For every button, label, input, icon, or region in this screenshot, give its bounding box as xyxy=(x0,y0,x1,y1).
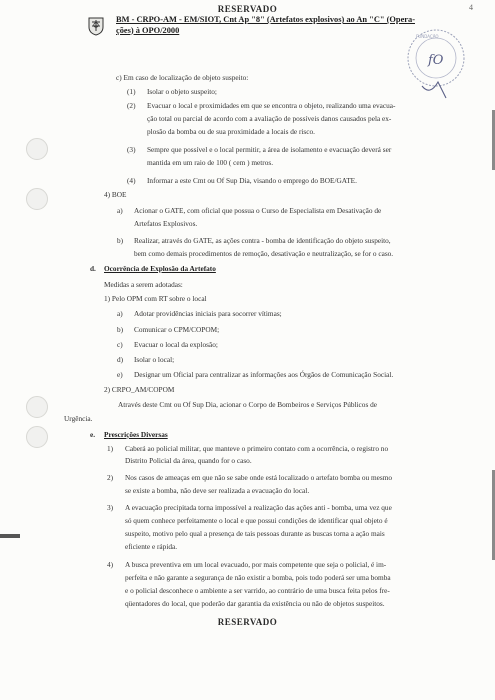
paragraph-text: Através deste Cmt ou Of Sup Dia, acionar o Corpo de Bombeiros e Serviços Públicos de xyxy=(118,400,377,409)
item-number: 3) xyxy=(107,503,114,512)
item-text: Caberá ao policial militar, que manteve o primeiro contato com a ocorrência, o registro no xyxy=(125,444,389,453)
item-text: suspeito, motivo pelo qual a presença de tais pessoas durante as buscas torna a ação mais xyxy=(125,529,385,538)
item-number: (1) xyxy=(127,87,136,96)
svg-text:fO: fO xyxy=(428,53,444,68)
item-text: bem como demais procedimentos de remoção, desativação e neutralização, se for o caso. xyxy=(134,249,394,258)
item-text: Realizar, através do GATE, as ações contra - bomba de identificação do objeto suspeito, xyxy=(134,236,391,245)
item-number: e) xyxy=(117,370,123,379)
item-number: (4) xyxy=(127,176,136,185)
page-number: 4 xyxy=(469,3,473,12)
item-number: c) xyxy=(117,340,123,349)
item-text: Nos casos de ameaças em que não se sabe onde está localizado o artefato bomba ou mesmo xyxy=(125,473,393,482)
item-text: Acionar o GATE, com oficial que possua o Curso de Especialista em Desativação de xyxy=(134,206,382,215)
crest-icon xyxy=(88,16,104,36)
stamp-seal xyxy=(394,26,472,100)
item-text: plosão da bomba ou de sua proximidade a locais de risco. xyxy=(147,127,315,136)
item-text: Isolar o objeto suspeito; xyxy=(147,87,217,96)
item-number: 2) xyxy=(107,473,114,482)
section-c-intro: c) Em caso de localização de objeto suspeito: xyxy=(116,73,249,82)
classification-header: RESERVADO xyxy=(217,4,278,14)
item-number: a) xyxy=(117,206,123,215)
section-e-title: Prescrições Diversas xyxy=(104,430,168,439)
section-d-title: Ocorrência de Explosão da Artefato xyxy=(104,264,216,273)
item-text: se existe a bomba, não deve ser realizada a evacuação do local. xyxy=(125,486,310,495)
item-text: Evacuar o local da explosão; xyxy=(134,340,218,349)
classification-footer: RESERVADO xyxy=(217,617,278,627)
item-number: 1) xyxy=(107,444,114,453)
section-e-letter: e. xyxy=(90,430,96,439)
paragraph-text: Urgência. xyxy=(64,414,93,423)
scan-mark xyxy=(0,534,20,538)
item-number: b) xyxy=(117,236,124,245)
punch-hole xyxy=(26,188,48,210)
item-text: Designar um Oficial para centralizar as informações aos Órgãos de Comunicação Social. xyxy=(134,370,394,379)
item-text: Comunicar o CPM/COPOM; xyxy=(134,325,220,334)
title-line: BM - CRPO-AM - EM/SIOT, Cnt Ap "8" (Artefatos explosivos) ao An "C" (Opera- xyxy=(116,15,415,24)
punch-hole xyxy=(26,396,48,418)
item-text: eficiente e rápida. xyxy=(125,542,178,551)
boe-heading: 4) BOE xyxy=(104,190,127,199)
section-d-letter: d. xyxy=(90,264,96,273)
item-text: ção total ou parcial de acordo com a avaliação de possíveis danos causados pela ex- xyxy=(147,114,392,123)
subsection-heading: 2) CRPO_AM/COPOM xyxy=(104,385,175,394)
title-line: ções) à OPO/2000 xyxy=(116,25,180,35)
item-number: (2) xyxy=(127,101,136,110)
item-text: Distrito Policial da área, quando for o caso. xyxy=(125,456,252,465)
item-text: mantida em um raio de 100 ( cem ) metros. xyxy=(147,158,274,167)
item-text: perfeita e não garante a segurança de não existir a bomba, pois todo poderá ser uma bomba xyxy=(125,573,391,582)
item-text: qüentadores do local, que poderão dar garantia da existência ou não de objetos suspeitos. xyxy=(125,599,385,608)
item-text: só quem conhece perfeitamente o local e que possui condições de identificar qual objeto é xyxy=(125,516,388,525)
punch-hole xyxy=(26,138,48,160)
item-text: Isolar o local; xyxy=(134,355,175,364)
item-number: d) xyxy=(117,355,124,364)
section-d-subtitle: Medidas a serem adotadas: xyxy=(104,280,183,289)
subsection-heading: 1) Pelo OPM com RT sobre o local xyxy=(104,294,207,303)
item-text: A evacuação precipitada torna impossível a realização das ações anti - bomba, uma vez que xyxy=(125,503,392,512)
item-number: (3) xyxy=(127,145,136,154)
item-number: a) xyxy=(117,309,123,318)
item-text: Adotar providências iniciais para socorrer vítimas; xyxy=(134,309,282,318)
item-text: e o policial desconhece o ambiente a ser varrido, ao contrário de uma busca feita pelos fre- xyxy=(125,586,390,595)
item-number: 4) xyxy=(107,560,114,569)
item-number: b) xyxy=(117,325,124,334)
item-text: Sempre que possível e o local permitir, a área de isolamento e evacuação deverá ser xyxy=(147,145,392,154)
item-text: A busca preventiva em um local evacuado, por mais competente que seja o policial, é im- xyxy=(125,560,387,569)
punch-hole xyxy=(26,426,48,448)
item-text: Artefatos Explosivos. xyxy=(134,219,198,228)
item-text: Informar a este Cmt ou Of Sup Dia, visando o emprego do BOE/GATE. xyxy=(147,176,357,185)
item-text: Evacuar o local e proximidades em que se encontra o objeto, realizando uma evacua- xyxy=(147,101,396,110)
svg-text:FUNDAÇÃO: FUNDAÇÃO xyxy=(416,34,439,39)
